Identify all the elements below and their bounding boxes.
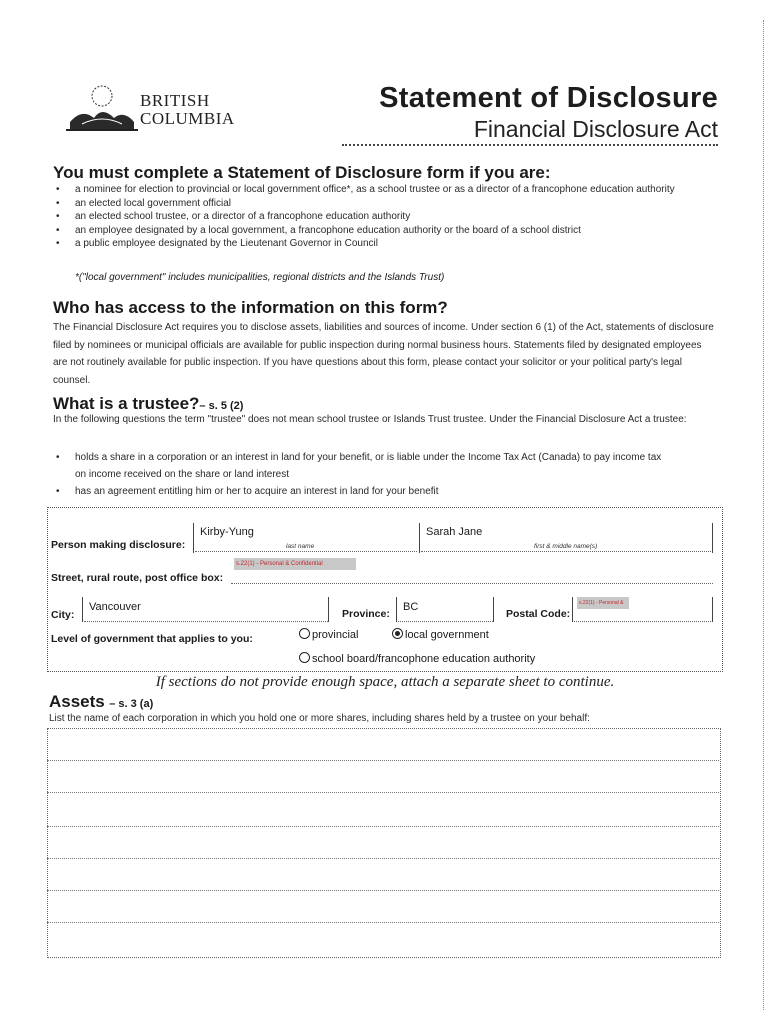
city-field[interactable]: Vancouver — [89, 601, 141, 613]
must-complete-list — [53, 183, 693, 251]
access-body: The Financial Disclosure Act requires you to disclose assets, liabilities and sources of income. Under section 6 (1) of the Act, statements of disclosure filed by nominees or municipal officials are available for public inspection during normal business hours. Statements filed by designated employees are not routinely available for public inspection. If you have questions about this form, please contact your solicitor or your political party's legal counsel. — [53, 322, 714, 386]
province-line — [398, 621, 493, 622]
field-bracket — [419, 523, 420, 553]
trustee-ref: – s. 5 (2) — [199, 400, 244, 412]
field-bracket — [712, 597, 713, 622]
logo-line-1: BRITISH — [140, 91, 210, 110]
list-item: • has an agreement entitling him or her to acquire an interest in land for your benefit — [53, 483, 673, 500]
must-complete-heading: You must complete a Statement of Disclosure form if you are: — [53, 163, 551, 182]
assets-line — [47, 858, 719, 859]
title-rule — [342, 144, 718, 146]
field-bracket — [712, 523, 713, 553]
field-bracket — [193, 523, 194, 553]
list-item: • an elected local government official — [53, 197, 693, 211]
assets-line — [47, 826, 719, 827]
city-line — [84, 621, 328, 622]
field-bracket — [493, 597, 494, 622]
radio-label: provincial — [312, 629, 359, 641]
first-name-field[interactable]: Sarah Jane — [426, 526, 483, 538]
local-government-note: *("local government" includes municipalities, regional districts and the Islands Trust) — [75, 272, 445, 283]
level-label: Level of government that applies to you: — [51, 633, 253, 645]
last-name-hint: last name — [286, 543, 315, 550]
postal-code-field[interactable] — [574, 621, 713, 622]
radio-provincial[interactable] — [299, 628, 358, 641]
street-redaction: s.22(1) - Personal & Confidential — [234, 558, 356, 570]
field-bracket — [328, 597, 329, 622]
assets-entry-area[interactable] — [47, 728, 721, 958]
radio-circle[interactable] — [299, 628, 310, 639]
radio-local-government[interactable] — [392, 628, 489, 641]
postal-label: Postal Code: — [506, 608, 571, 620]
assets-line — [47, 792, 719, 793]
radio-circle-selected[interactable] — [392, 628, 403, 639]
list-item: • holds a share in a corporation or an interest in land for your benefit, or is liable under the Income Tax Act (Canada) to pay income tax on income received on the share or land interest — [53, 449, 673, 483]
page-subtitle: Financial Disclosure Act — [473, 116, 718, 142]
trustee-intro: In the following questions the term "trustee" does not mean school trustee or Islands Trust trustee. Under the Financial Disclosure Act a trustee: — [53, 414, 687, 425]
last-name-field[interactable]: Kirby-Yung — [200, 526, 254, 538]
province-field[interactable]: BC — [403, 601, 419, 613]
radio-label: local government — [405, 629, 489, 641]
city-label: City: — [51, 609, 75, 621]
person-label: Person making disclosure: — [51, 539, 186, 551]
access-heading: Who has access to the information on this form? — [53, 298, 448, 317]
postal-redaction: s.22(1) - Personal & — [577, 597, 629, 609]
logo-text — [140, 92, 235, 128]
trustee-heading: What is a trustee? — [53, 394, 200, 413]
trustee-heading-row — [53, 394, 243, 414]
field-bracket — [572, 597, 573, 622]
list-item: • a public employee designated by the Lieutenant Governor in Council — [53, 237, 693, 251]
field-bracket — [82, 597, 83, 622]
street-label: Street, rural route, post office box: — [51, 572, 224, 584]
page-edge — [763, 20, 764, 1010]
trustee-list — [53, 449, 673, 500]
radio-school-board[interactable] — [299, 652, 535, 665]
first-name-line — [421, 551, 713, 552]
continue-note: If sections do not provide enough space, attach a separate sheet to continue. — [155, 674, 615, 690]
first-name-hint: first & middle name(s) — [534, 543, 598, 550]
page-title: Statement of Disclosure — [379, 82, 718, 114]
assets-instruction: List the name of each corporation in which you hold one or more shares, including shares held by a trustee on your behalf: — [49, 713, 590, 724]
disclosure-form — [47, 507, 723, 672]
assets-heading-row — [49, 692, 153, 712]
assets-line — [47, 760, 719, 761]
last-name-line — [195, 551, 417, 552]
radio-label: school board/francophone education authority — [312, 653, 536, 665]
list-item: • an employee designated by a local government, a francophone education authority or the board of a school district — [53, 224, 693, 238]
radio-circle[interactable] — [299, 652, 310, 663]
logo-line-2: COLUMBIA — [140, 109, 235, 128]
list-item: • a nominee for election to provincial or local government office*, as a school trustee or as a director of a francophone education authority — [53, 183, 693, 197]
assets-ref: – s. 3 (a) — [109, 698, 154, 710]
province-label: Province: — [342, 608, 390, 620]
assets-heading: Assets — [49, 692, 105, 711]
assets-line — [47, 890, 719, 891]
field-bracket — [396, 597, 397, 622]
assets-line — [47, 922, 719, 923]
list-item: • an elected school trustee, or a director of a francophone education authority — [53, 210, 693, 224]
street-field[interactable] — [231, 583, 713, 584]
